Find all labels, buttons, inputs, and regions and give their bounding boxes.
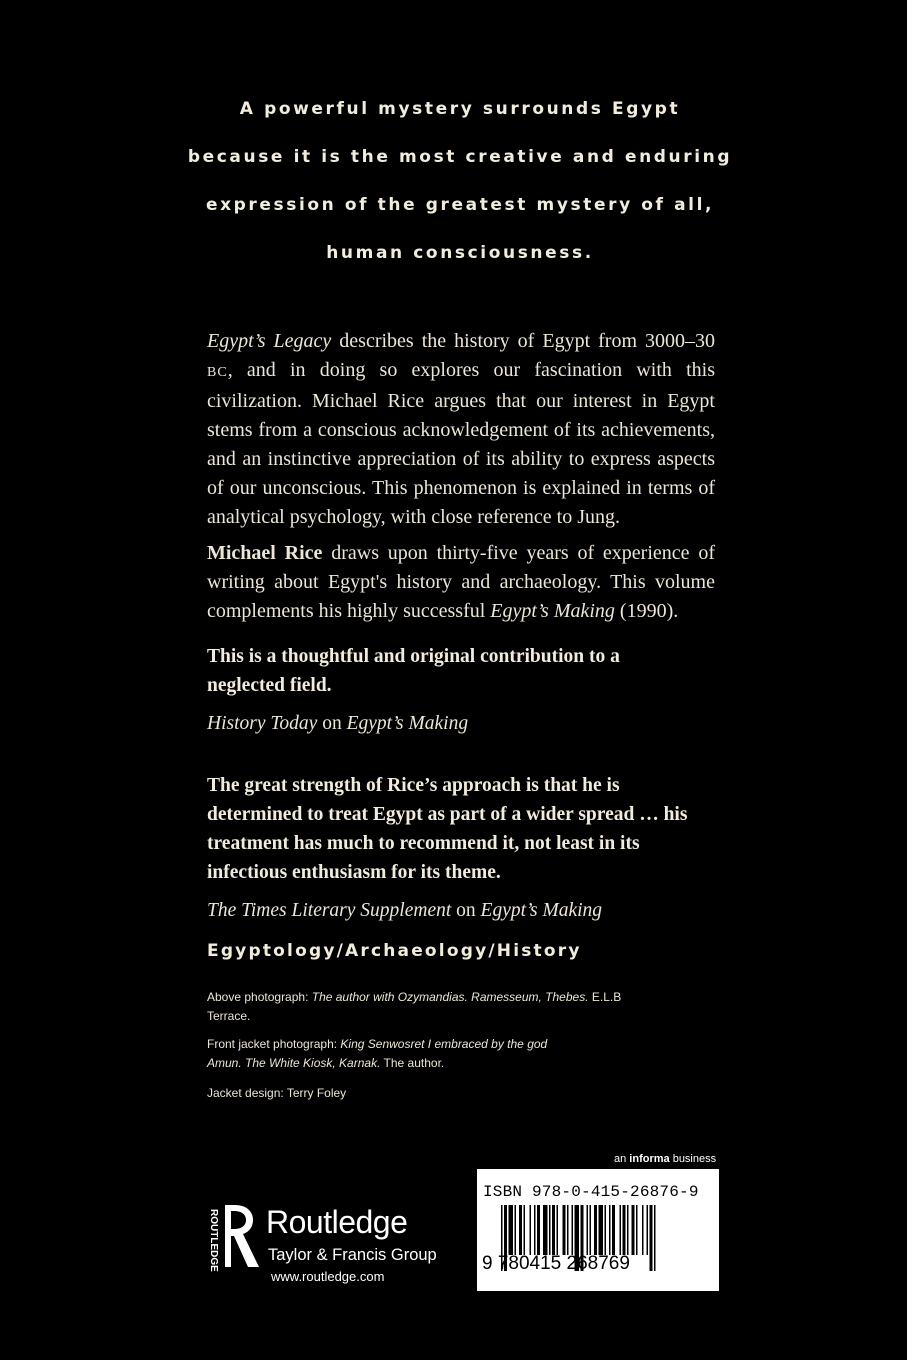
publisher-group: Taylor & Francis Group bbox=[268, 1246, 437, 1264]
publisher-url: www.routledge.com bbox=[271, 1269, 385, 1284]
description-paragraph-2: Michael Rice draws upon thirty-five years of experience of writing about Egypt's history and archaeology. This volume complements his highly successful Egypt’s Making (1990). bbox=[207, 542, 715, 622]
tagline-line-2: because it is the most creative and enduring bbox=[187, 147, 733, 167]
subject-category: Egyptology/Archaeology/History bbox=[207, 941, 582, 961]
review-source-1: History Today bbox=[207, 713, 318, 734]
previous-book-title: Egypt’s Making bbox=[490, 600, 615, 622]
tagline-line-4: human consciousness. bbox=[326, 243, 594, 263]
jacket-design-credit: Jacket design: Terry Foley bbox=[207, 1086, 347, 1100]
review-quote-1: This is a thoughtful and original contribution to a neglected field. bbox=[207, 646, 620, 696]
tagline-line-1: A powerful mystery surrounds Egypt bbox=[239, 99, 681, 119]
front-photo-credit: Front jacket photograph: King Senwosret I embraced by the god Amun. The White Kiosk, Karnak. The author. bbox=[207, 1037, 548, 1070]
author-name: Michael Rice bbox=[207, 542, 323, 564]
tagline-line-3: expression of the greatest mystery of all, bbox=[205, 195, 715, 215]
review-attribution-2: The Times Literary Supplement on Egypt’s Making bbox=[207, 900, 603, 921]
above-photo-credit: Above photograph: The author with Ozymandias. Ramesseum, Thebes. E.L.B Terrace. bbox=[207, 990, 622, 1023]
informa-business-label: an informa business bbox=[614, 1153, 717, 1165]
review-source-2: The Times Literary Supplement bbox=[207, 900, 452, 921]
review-attribution-1: History Today on Egypt’s Making bbox=[207, 713, 469, 734]
description-paragraph-1: Egypt’s Legacy describes the history of Egypt from 3000–30 BC, and in doing so explores our fascination with this civilization. Michael Rice argues that our interest in Egypt stems from a conscious acknowledgement of its achievements, and an instinctive appreciation of its ability to express aspects of our unconscious. This phenomenon is explained in terms of analytical psychology, with close reference to Jung. bbox=[207, 330, 715, 528]
isbn-barcode bbox=[477, 1169, 719, 1291]
logo-side-text: ROUTLEDGE bbox=[208, 1209, 219, 1272]
review-quote-2: The great strength of Rice’s approach is that he is determined to treat Egypt as part of a wider spread … his treatment has much to recommend it, not least in its infectious enthusiasm for its theme. bbox=[207, 775, 688, 883]
era-label: BC bbox=[207, 365, 228, 380]
isbn-label: ISBN 978-0-415-26876-9 bbox=[483, 1183, 699, 1201]
barcode-digits: 9 780415 268769 bbox=[482, 1253, 630, 1274]
tagline bbox=[160, 90, 760, 282]
book-description bbox=[207, 327, 715, 626]
book-title: Egypt’s Legacy bbox=[207, 330, 332, 352]
publisher-name: Routledge bbox=[266, 1204, 408, 1240]
